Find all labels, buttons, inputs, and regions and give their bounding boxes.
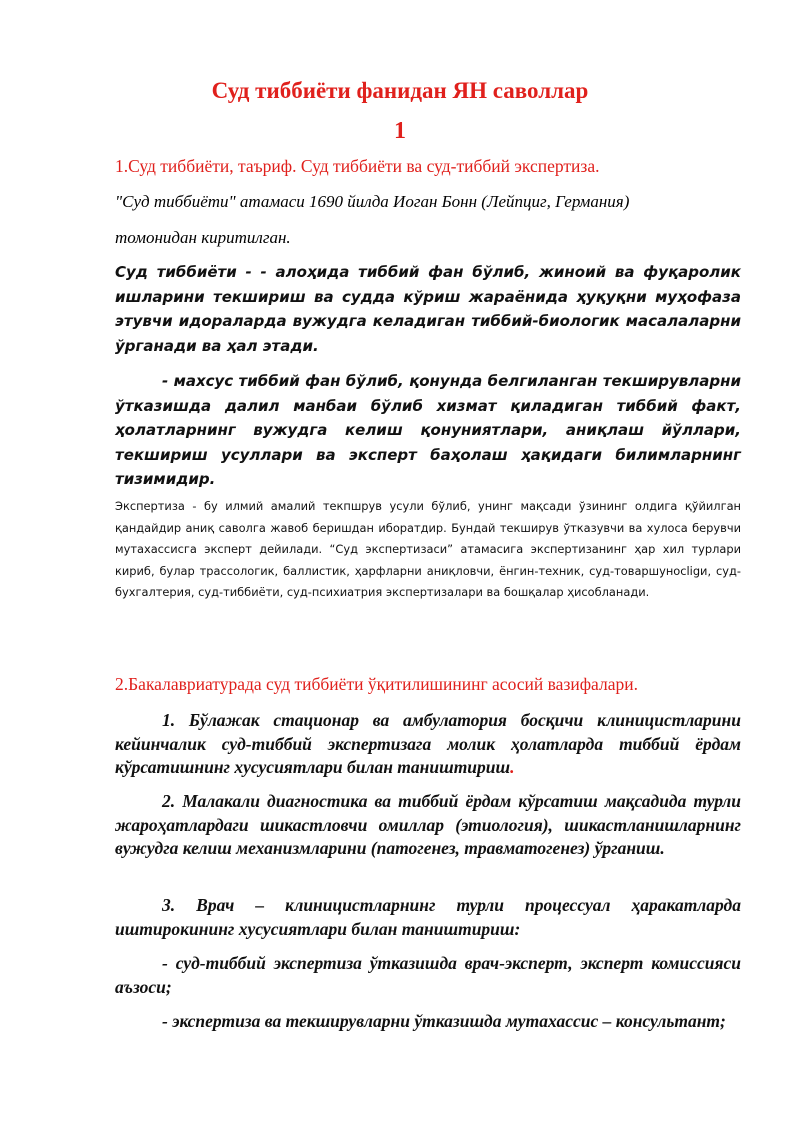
section2-heading: 2.Бакалавриатурада суд тиббиёти ўқитилишининг асосий вазифалари. xyxy=(115,674,638,694)
expertise-paragraph: Экспертиза - бу илмий амалий текпшрув усули бўлиб, унинг мақсади ўзининг олдига қўйилган қандайдир аниқ саволга жавоб беришдан иборатдир. Бундай текширув ўтказувчи ва хулоса берувчи мутахассисга эксперт дейилади. “Суд экспертизаси” атамасига экспертизанинг ҳар хил турлари кириб, булар трассологик, баллистик, ҳарфларни аниқловчи, ёнгин-техник, суд-товаршуносligи, суд-бухгалтерия, суд-тиббиёти, суд-психиатрия экспертизалари ва бошқалар ҳисобланади. xyxy=(115,499,741,599)
definition-paragraph-1: Суд тиббиёти - - алоҳида тиббий фан бўлиб, жиноий ва фуқаролик ишларини текшириш ва судда кўриш жараёнида ҳуқуқни муҳофаза этувчи идораларда вужудга келадиган тиббий-биологик масалаларни ўрганади ва ҳал этади. xyxy=(115,263,741,355)
section1-heading: 1.Суд тиббиёти, таъриф. Суд тиббиёти ва суд-тиббий экспертиза. xyxy=(115,156,600,176)
definition-paragraph-2: - махсус тиббий фан бўлиб, қонунда белгиланган текширувларни ўтказишда далил манбаи бўлиб хизмат қиладиган тиббий факт, ҳолатларнинг вужудга келиш қонуниятлари, аниқлаш йўллари, текшириш усуллари ва эксперт баҳолаш ҳақидаги билимларнинг тизимидир. xyxy=(115,372,741,488)
document-title: Суд тиббиёти фанидан ЯН саволлар xyxy=(211,78,589,103)
section2-item-3: 3. Врач – клиницистларнинг турли процессуал ҳаракатларда иштирокининг хусусиятлари билан таништириш: xyxy=(115,895,741,939)
section1-intro-line2: томонидан киритилган. xyxy=(115,228,291,247)
section2-item-1 xyxy=(115,709,741,780)
section2-item-5: - экспертиза ва текширувларни ўтказишда мутахассис – консультант; xyxy=(162,1011,726,1031)
section2-item-2: 2. Малакали диагностика ва тиббий ёрдам кўрсатиш мақсадида турли жароҳатлардаги шикастловчи омиллар (этиология), шикастланишларнинг вужудга келиш механизмларини (патогенез, травматогенез) ўрганиш. xyxy=(115,791,741,858)
section2-item-1-period: . xyxy=(510,757,515,777)
section1-intro-line1: "Суд тиббиёти" атамаси 1690 йилда Иоган Бонн (Лейпциг, Германия) xyxy=(115,192,630,211)
section2-item-4: - суд-тиббий экспертиза ўтказишда врач-эксперт, эксперт комиссияси аъзоси; xyxy=(115,953,741,997)
document-number: 1 xyxy=(394,118,406,144)
section2-item-1-text: 1. Бўлажак стационар ва амбулатория босқичи клиницистларини кейинчалик суд-тиббий экспертизага молик ҳолатларда тиббий ёрдам кўрсатишнинг хусусиятлари билан таништириш xyxy=(115,710,741,777)
